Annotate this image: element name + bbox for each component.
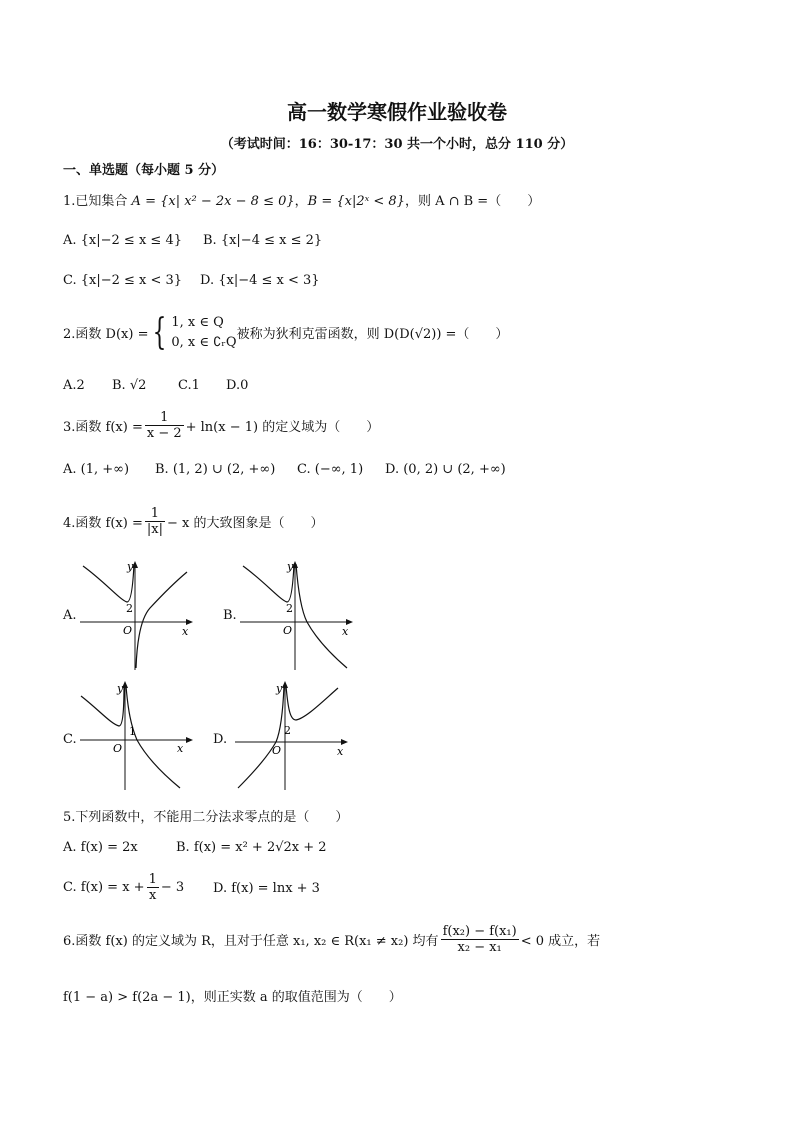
graph-b-y-label: y — [287, 560, 294, 573]
q6-post: < 0 成立，若 — [520, 934, 601, 949]
graph-d-mark: 2 — [284, 724, 291, 737]
q2-brace: { — [153, 312, 167, 353]
graph-a-label: A. — [63, 608, 77, 623]
graph-d-left-branch — [238, 686, 284, 788]
graph-b-x-label: x — [342, 625, 349, 638]
graph-c-label: C. — [63, 732, 77, 747]
graph-b — [235, 560, 360, 672]
graph-c — [75, 680, 200, 792]
q3-numerator: 1 — [145, 410, 184, 426]
q1-set-a: A = {x| x² − 2x − 8 ≤ 0} — [131, 194, 295, 209]
q3-denominator: x − 2 — [146, 426, 182, 441]
q1-set-b: B = {x|2ˣ < 8} — [307, 194, 405, 209]
q1-option-b: B. {x|−4 ≤ x ≤ 2} — [203, 233, 323, 248]
q2-option-b: B. √2 — [112, 378, 147, 393]
q4-denominator: |x| — [146, 522, 163, 537]
graph-a-origin: O — [123, 624, 133, 637]
q3-fraction — [145, 410, 184, 441]
graph-a-y-label: y — [127, 560, 134, 573]
q1-option-c: C. {x|−2 ≤ x < 3} — [63, 273, 183, 288]
graph-a-x-label: x — [182, 625, 189, 638]
q2-case-1: 1, x ∈ Q — [171, 314, 224, 330]
q5-option-c-num: 1 — [148, 872, 157, 887]
question-4 — [63, 506, 323, 537]
graph-b-origin: O — [283, 624, 293, 637]
q6-fraction — [441, 924, 519, 955]
q4-numerator: 1 — [145, 506, 165, 522]
q6-pre: 6.函数 f(x) 的定义域为 R，且对于任意 x₁, x₂ ∈ R(x₁ ≠ x₂) 均有 — [63, 934, 439, 949]
question-2 — [63, 312, 508, 353]
q1-ask: ，则 A ∩ B =（ ） — [404, 194, 541, 209]
graph-b-label: B. — [223, 608, 237, 623]
q2-ask: 被称为狄利克雷函数，则 D(D(√2)) =（ ） — [236, 327, 509, 342]
graph-d-label: D. — [213, 732, 228, 747]
graph-c-y-label: y — [117, 682, 124, 695]
graph-c-origin: O — [113, 742, 123, 755]
question-6 — [63, 924, 600, 955]
graph-d — [230, 680, 355, 792]
q5-option-c-pre: C. f(x) = x + — [63, 880, 145, 895]
q3-prefix: 3.函数 f(x) = — [63, 420, 143, 435]
q3-option-d: D. (0, 2) ∪ (2, +∞) — [385, 462, 506, 477]
graph-a-mark: 2 — [126, 602, 133, 615]
q2-option-c: C.1 — [178, 378, 200, 393]
graph-a — [75, 560, 200, 672]
graph-c-mark: 1 — [129, 725, 136, 738]
q5-option-a: A. f(x) = 2x — [63, 840, 138, 855]
q5-option-c-fraction — [147, 872, 159, 903]
q5-option-d: D. f(x) = lnx + 3 — [213, 881, 320, 896]
q2-cases — [171, 313, 236, 353]
q1-option-d: D. {x|−4 ≤ x < 3} — [200, 273, 320, 288]
q6-denominator: x₂ − x₁ — [457, 940, 502, 955]
q4-fraction — [145, 506, 165, 537]
q3-suffix: + ln(x − 1) 的定义域为（ ） — [185, 420, 380, 435]
graph-d-y-label: y — [276, 682, 283, 695]
q4-prefix: 4.函数 f(x) = — [63, 516, 143, 531]
q4-suffix: − x 的大致图象是（ ） — [166, 516, 324, 531]
graph-a-right-branch — [136, 572, 187, 668]
q2-option-d: D.0 — [226, 378, 249, 393]
q3-option-a: A. (1, +∞) — [63, 462, 130, 477]
q5-option-c — [63, 872, 184, 903]
question-1: 1.已知集合 A = {x| x² − 2x − 8 ≤ 0}，B = {x|2ˣ < 8}，则 A ∩ B =（ ） — [63, 194, 541, 209]
graph-c-x-arrow — [186, 737, 193, 743]
q2-case-2: 0, x ∈ ∁ᵣQ — [171, 334, 237, 350]
q6-numerator: f(x₂) − f(x₁) — [442, 924, 517, 939]
exam-info: （考试时间：16：30-17：30 共一个小时，总分 110 分） — [220, 137, 574, 152]
section-heading: 一、单选题（每小题 5 分） — [63, 163, 225, 178]
q5-option-b: B. f(x) = x² + 2√2x + 2 — [176, 840, 327, 855]
graph-b-mark: 2 — [286, 602, 293, 615]
question-5: 5.下列函数中，不能用二分法求零点的是（ ） — [63, 810, 349, 825]
graph-d-right-branch — [286, 686, 338, 720]
graph-d-x-label: x — [337, 745, 344, 758]
question-3 — [63, 410, 379, 441]
q3-option-b: B. (1, 2) ∪ (2, +∞) — [155, 462, 276, 477]
q1-prefix: 1.已知集合 — [63, 194, 132, 209]
q6-line-2: f(1 − a) > f(2a − 1)，则正实数 a 的取值范围为（ ） — [63, 990, 402, 1005]
q3-option-c: C. (−∞, 1) — [297, 462, 364, 477]
q1-option-a: A. {x|−2 ≤ x ≤ 4} — [63, 233, 182, 248]
q5-option-c-den: x — [149, 888, 157, 903]
q5-option-c-post: − 3 — [160, 880, 185, 895]
page-title: 高一数学寒假作业验收卷 — [287, 100, 507, 124]
graph-b-right-branch — [296, 564, 347, 668]
graph-c-x-label: x — [177, 742, 184, 755]
graph-d-origin: O — [272, 744, 282, 757]
q2-prefix: 2.函数 D(x) = — [63, 327, 149, 342]
graph-d-y-arrow — [282, 681, 288, 688]
q2-option-a: A.2 — [63, 378, 85, 393]
